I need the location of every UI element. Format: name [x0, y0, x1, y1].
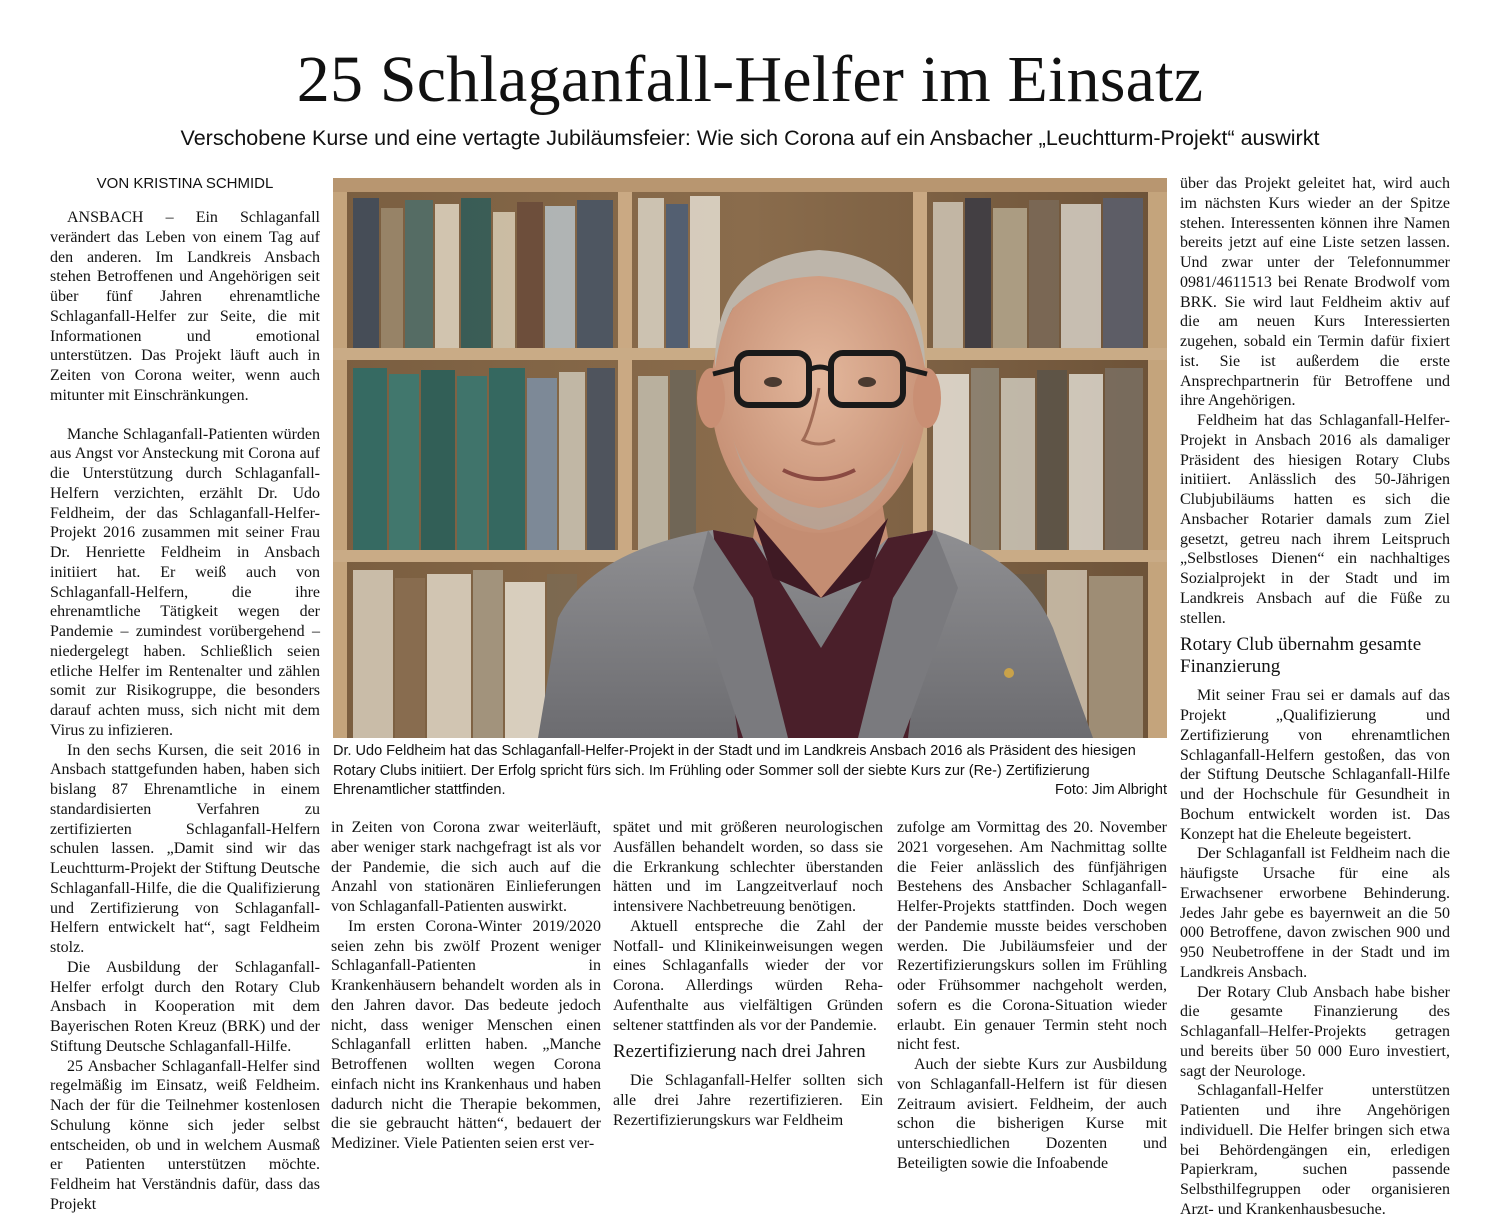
paragraph: Schlaganfall-Helfer unterstützen Patienten und ihre Angehörigen individuell. Die Helfer bringen sich etwa bei Behördengängen ein, erledigen Papierkram, suchen passende Selbsthilfegruppen oder organisieren Arzt- und Krankenhausbesuche.	[1180, 1082, 1450, 1218]
subheading: Rezertifizierung nach drei Jahren	[613, 1041, 866, 1063]
paragraph: Die Schlaganfall-Helfer sollten sich alle drei Jahre rezertifizieren. Ein Rezertifizierungskurs war Feldheim	[613, 1072, 883, 1129]
headline: 25 Schlaganfall-Helfer im Einsatz	[296, 43, 1204, 116]
paragraph: Aktuell entspreche die Zahl der Notfall- und Klinikeinweisungen wegen eines Schlaganfalls wieder der vor Corona. Allerdings würden Reha-Aufenthalte aus vielfältigen Gründen seltener stattfinden als vor der Pandemie.	[613, 917, 883, 1034]
paragraph: spätet und mit größeren neurologischen Ausfällen behandelt worden, so dass sie die Erkrankung schlechter überstanden hätten und im Langzeitverlauf noch intensivere Nachbetreuung benötigen.	[613, 819, 883, 915]
article-column-4	[897, 818, 1167, 1174]
paragraph: In den sechs Kursen, die seit 2016 in Ansbach stattgefunden haben, haben sich bislang 87 Ehrenamtliche in einem standardisierten Verfahren zu zertifizierten Schlaganfall-Helfern schulen lassen. „Damit sind wir das Leuchtturm-Projekt der Stiftung Deutsche Schlaganfall-Hilfe, die die Qualifizierung und Zertifizierung von Schlaganfall-Helfern entwickelt hat“, sagt Feldheim stolz.	[50, 741, 320, 956]
caption-text: Dr. Udo Feldheim hat das Schlaganfall-Helfer-Projekt in der Stadt und im Landkreis Ansbach 2016 als Präsident des hiesigen Rotary Clubs initiiert. Der Erfolg spricht fürs sich. Im Frühling oder Sommer soll der siebte Kurs zur (Re-) Zertifizierung Ehrenamtlicher stattfinden.	[333, 743, 1136, 798]
article-column-5	[1180, 174, 1450, 1220]
portrait-photo	[333, 178, 1167, 738]
paragraph: zufolge am Vormittag des 20. November 2021 vorgesehen. Am Nachmittag sollte die Feier anlässlich des fünfjährigen Bestehens des Ansbacher Schlaganfall-Helfer-Projekts stattfinden. Doch wegen der Pandemie musste beides verschoben werden. Die Jubiläumsfeier und der Rezertifizierungskurs sollen im Frühling oder Frühsommer nachgeholt werden, sofern es die Corona-Situation wieder erlaubt. Ein genauer Termin steht noch nicht fest.	[897, 819, 1167, 1054]
paragraph: über das Projekt geleitet hat, wird auch im nächsten Kurs wieder an der Spitze stehen. Interessenten können ihre Namen bereits jetzt auf eine Liste setzen lassen. Und zwar unter der Telefonnummer 0981/4611513 bei Renate Brodwolf vom BRK. Sie wird laut Feldheim aktiv auf die am neuen Kurs Interessierten zugehen, sobald ein Termin dafür fixiert ist. Sie ist außerdem die erste Ansprechpartnerin für Betroffene und ihre Angehörigen.	[1180, 175, 1450, 410]
article-column-2	[331, 818, 601, 1154]
photo-credit: Foto: Jim Albright	[1054, 782, 1167, 798]
paragraph: Mit seiner Frau sei er damals auf das Projekt „Qualifizierung und Zertifizierung von ehrenamtlichen Schlaganfall-Helfern gestoßen, das von der Stiftung Deutsche Schlaganfall-Hilfe und der Hochschule für Gesundheit in Bochum entwickelt worden ist. Das Konzept hat die Eheleute begeistert.	[1180, 687, 1450, 843]
byline: VON KRISTINA SCHMIDL	[96, 175, 274, 192]
photo-caption	[333, 742, 1167, 801]
paragraph: Feldheim hat das Schlaganfall-Helfer-Projekt in Ansbach 2016 als damaliger Präsident des hiesigen Rotary Clubs initiiert. Anlässlich des 50-Jährigen Clubjubiläums hatten es sich die Ansbacher Rotarier damals zum Ziel gesetzt, getreu nach ihrem Leitspruch „Selbstloses Dienen“ ein nachhaltiges Sozialprojekt in der Stadt und im Landkreis Ansbach auf die Füße zu stellen.	[1180, 412, 1450, 627]
paragraph: in Zeiten von Corona zwar weiterläuft, aber weniger stark nachgefragt ist als vor der Pandemie, die sich auch auf die Anzahl von stationären Einlieferungen von Schlaganfall-Patienten auswirkt.	[331, 819, 601, 915]
paragraph: Auch der siebte Kurs zur Ausbildung von Schlaganfall-Helfern ist für diesen Zeitraum avisiert. Feldheim, der auch schon die bisherigen Kurse mit unterschiedlichen Dozenten und Beteiligten sowie die Infoabende	[897, 1056, 1167, 1172]
article-column-1	[50, 208, 320, 1215]
paragraph: Der Schlaganfall ist Feldheim nach die häufigste Ursache für eine als Erwachsener erworbene Behinderung. Jedes Jahr gebe es bayernweit an die 50 000 Betroffene, davon zwischen 900 und 950 Neubetroffene in der Stadt und im Landkreis Ansbach.	[1180, 845, 1450, 981]
paragraph: Im ersten Corona-Winter 2019/2020 seien zehn bis zwölf Prozent weniger Schlaganfall-Patienten in Krankenhäusern behandelt worden als in den Jahren davor. Das bedeute jedoch nicht, dass weniger Menschen einen Schlaganfall erlitten haben. „Manche Betroffenen wollten wegen Corona einfach nicht ins Krankenhaus und haben dadurch nicht die Therapie bekommen, die sie gebraucht hätten“, bedauert der Mediziner. Viele Patienten seien erst ver-	[331, 917, 601, 1152]
article-column-3	[613, 818, 883, 1131]
paragraph: 25 Ansbacher Schlaganfall-Helfer sind regelmäßig im Einsatz, weiß Feldheim. Nach der für die Teilnehmer kostenlosen Schulung könne sich jeder selbst entscheiden, ob und in welchem Ausmaß er Patienten unterstützen möchte. Feldheim hat Verständnis dafür, dass das Projekt	[50, 1057, 320, 1213]
subtitle: Verschobene Kurse und eine vertagte Jubiläumsfeier: Wie sich Corona auf ein Ansbacher „Leuchtturm-Projekt“ auswirkt	[180, 126, 1320, 150]
paragraph: Manche Schlaganfall-Patienten würden aus Angst vor Ansteckung mit Corona auf die Unterstützung durch Schlaganfall-Helfern verzichten, erzählt Dr. Udo Feldheim, der das Schlaganfall-Helfer-Projekt 2016 zusammen mit seiner Frau Dr. Henriette Feldheim in Ansbach initiiert hat. Er weiß auch von Schlaganfall-Helfern, die ihre ehrenamtliche Tätigkeit wegen der Pandemie – zumindest vorübergehend – niedergelegt haben. Schließlich seien etliche Helfer im Rentenalter und zählen somit zur Risikogruppe, die besonders darauf achten muss, sich nicht mit dem Virus zu infizieren.	[50, 425, 320, 739]
paragraph: ANSBACH – Ein Schlaganfall verändert das Leben von einem Tag auf den anderen. Im Landkreis Ansbach stehen Betroffenen und Angehörigen seit über fünf Jahren ehrenamtliche Schlaganfall-Helfer zur Seite, die mit Informationen und emotional unterstützen. Das Projekt läuft auch in Zeiten von Corona weiter, wenn auch mitunter mit Einschränkungen.	[50, 209, 320, 404]
subheading: Rotary Club übernahm gesamte Finanzierung	[1180, 634, 1422, 678]
paragraph: Der Rotary Club Ansbach habe bisher die gesamte Finanzierung des Schlaganfall–Helfer-Projekts getragen und bereits über 50 000 Euro investiert, sagt der Neurologe.	[1180, 983, 1450, 1080]
paragraph: Die Ausbildung der Schlaganfall-Helfer erfolgt durch den Rotary Club Ansbach in Kooperation mit dem Bayerischen Roten Kreuz (BRK) und der Stiftung Deutsche Schlaganfall-Hilfe.	[50, 958, 320, 1055]
